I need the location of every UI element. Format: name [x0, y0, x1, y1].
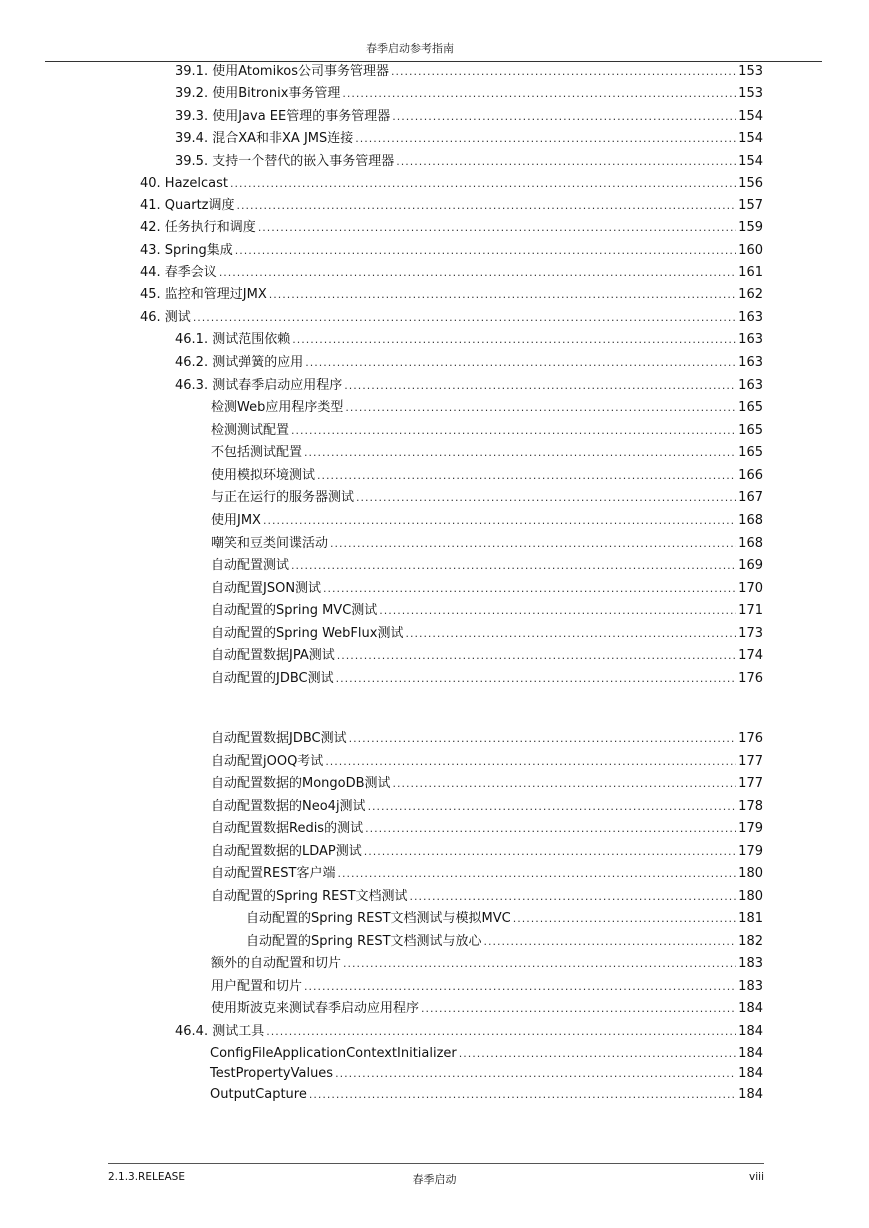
toc-entry-page: 163 [738, 378, 763, 393]
toc-entry[interactable] [140, 175, 763, 193]
toc-entry[interactable] [211, 399, 763, 417]
toc-leader [237, 197, 737, 215]
toc-entry-page: 169 [738, 558, 763, 573]
toc-leader [317, 467, 736, 485]
toc-entry-page: 184 [738, 1024, 763, 1039]
toc-entry[interactable] [246, 910, 763, 928]
toc-entry-page: 162 [738, 287, 763, 302]
toc-entry-label: 使用JMX [211, 513, 261, 528]
toc-entry-label: 使用斯波克来测试春季启动应用程序 [211, 1001, 420, 1016]
toc-entry-page: 179 [738, 821, 763, 836]
toc-entry-page: 184 [738, 1066, 763, 1081]
toc-entry[interactable] [210, 1045, 763, 1063]
toc-entry-page: 157 [738, 198, 763, 213]
toc-entry[interactable] [175, 153, 763, 171]
toc-entry[interactable] [211, 798, 763, 816]
toc-entry-page: 163 [738, 332, 763, 347]
toc-entry-label: 自动配置的Spring MVC测试 [211, 603, 378, 618]
toc-entry-page: 176 [738, 731, 763, 746]
toc-entry[interactable] [211, 753, 763, 771]
toc-entry[interactable] [211, 422, 763, 440]
toc-leader [365, 820, 736, 838]
toc-entry[interactable] [140, 264, 763, 282]
toc-leader [235, 242, 736, 260]
toc-entry-page: 184 [738, 1001, 763, 1016]
toc-entry-label: 45. 监控和管理过JMX [140, 287, 267, 302]
toc-entry-label: 46.4. 测试工具 [175, 1024, 265, 1039]
toc-entry[interactable] [211, 775, 763, 793]
toc-entry-page: 165 [738, 445, 763, 460]
toc-leader [392, 108, 736, 126]
toc-entry[interactable] [211, 1000, 763, 1018]
toc-entry-label: 使用模拟环境测试 [211, 468, 316, 483]
toc-entry-page: 163 [738, 355, 763, 370]
toc-entry-label: ConfigFileApplicationContextInitializer [210, 1046, 457, 1061]
toc-leader [342, 85, 736, 103]
toc-leader [459, 1045, 736, 1063]
toc-entry-label: 自动配置jOOQ考试 [211, 754, 324, 769]
toc-entry-label: 42. 任务执行和调度 [140, 220, 256, 235]
toc-entry-page: 174 [738, 648, 763, 663]
toc-leader [291, 557, 736, 575]
toc-leader [325, 753, 736, 771]
toc-entry-label: TestPropertyValues [210, 1066, 334, 1081]
toc-entry[interactable] [140, 219, 763, 237]
toc-leader [193, 309, 736, 327]
toc-entry-label: 自动配置JSON测试 [211, 581, 322, 596]
toc-entry[interactable] [211, 444, 763, 462]
toc-leader [345, 399, 736, 417]
toc-entry-page: 170 [738, 581, 763, 596]
toc-entry-page: 163 [738, 310, 763, 325]
toc-entry-label: 不包括测试配置 [211, 445, 303, 460]
toc-entry[interactable] [211, 730, 763, 748]
toc-entry-page: 154 [738, 154, 763, 169]
toc-entry-page: 177 [738, 776, 763, 791]
toc-leader [379, 602, 736, 620]
toc-entry-label: 46.2. 测试弹簧的应用 [175, 355, 304, 370]
toc-leader [309, 1086, 736, 1104]
toc-entry[interactable] [211, 647, 763, 665]
toc-entry[interactable] [175, 331, 763, 349]
toc-entry-label: 39.2. 使用Bitronix事务管理 [175, 86, 341, 101]
toc-leader [484, 933, 737, 951]
toc-entry-page: 166 [738, 468, 763, 483]
toc-entry-label: 39.5. 支持一个替代的嵌入事务管理器 [175, 154, 395, 169]
toc-entry[interactable] [211, 512, 763, 530]
toc-entry-page: 179 [738, 844, 763, 859]
toc-entry-label: 自动配置数据的LDAP测试 [211, 844, 362, 859]
toc-leader [230, 175, 736, 193]
toc-entry[interactable] [211, 670, 763, 688]
toc-entry-label: 39.3. 使用Java EE管理的事务管理器 [175, 109, 391, 124]
toc-entry[interactable] [175, 85, 763, 103]
toc-entry[interactable] [211, 820, 763, 838]
toc-leader [421, 1000, 736, 1018]
toc-entry-label: 自动配置测试 [211, 558, 290, 573]
toc-leader [337, 865, 736, 883]
toc-entry-label: 39.4. 混合XA和非XA JMS连接 [175, 131, 354, 146]
toc-entry[interactable] [211, 535, 763, 553]
toc-entry-page: 167 [738, 490, 763, 505]
toc-entry-label: 自动配置数据的Neo4j测试 [211, 799, 366, 814]
toc-entry-page: 168 [738, 513, 763, 528]
toc-entry[interactable] [175, 377, 763, 395]
toc-entry-label: 自动配置的Spring WebFlux测试 [211, 626, 404, 641]
toc-leader [337, 647, 736, 665]
toc-entry-page: 181 [738, 911, 763, 926]
toc-entry[interactable] [211, 625, 763, 643]
toc-entry[interactable] [211, 843, 763, 861]
toc-leader [292, 331, 736, 349]
toc-leader [269, 286, 736, 304]
toc-leader [291, 422, 736, 440]
toc-entry[interactable] [211, 557, 763, 575]
toc-entry-label: 自动配置数据JDBC测试 [211, 731, 347, 746]
toc-entry-page: 161 [738, 265, 763, 280]
toc-entry-label: 40. Hazelcast [140, 176, 228, 191]
toc-leader [263, 512, 736, 530]
footer-page-number: viii [749, 1171, 764, 1183]
toc-entry-label: 自动配置REST客户端 [211, 866, 336, 881]
toc-entry[interactable] [211, 467, 763, 485]
toc-entry-label: 自动配置的Spring REST文档测试与放心 [246, 934, 482, 949]
toc-entry-label: 46.3. 测试春季启动应用程序 [175, 378, 343, 393]
toc-entry[interactable] [210, 1065, 763, 1083]
toc-entry[interactable] [175, 130, 763, 148]
toc-leader [355, 130, 736, 148]
toc-entry-page: 165 [738, 400, 763, 415]
toc-entry-label: 自动配置的Spring REST文档测试与模拟MVC [246, 911, 511, 926]
toc-leader [349, 730, 737, 748]
toc-entry-page: 176 [738, 671, 763, 686]
toc-entry[interactable] [175, 354, 763, 372]
header-title: 春季启动参考指南 [366, 42, 454, 55]
toc-leader [335, 1065, 736, 1083]
toc-entry-label: OutputCapture [210, 1087, 307, 1102]
toc-leader [258, 219, 736, 237]
toc-entry[interactable] [140, 286, 763, 304]
toc-entry[interactable] [140, 309, 763, 327]
toc-entry-page: 156 [738, 176, 763, 191]
toc-entry[interactable] [246, 933, 763, 951]
toc-leader [396, 153, 736, 171]
toc-entry[interactable] [140, 242, 763, 260]
toc-entry-page: 184 [738, 1046, 763, 1061]
toc-entry-page: 165 [738, 423, 763, 438]
toc-leader [391, 63, 736, 81]
footer-version: 2.1.3.RELEASE [108, 1171, 185, 1183]
toc-entry[interactable] [175, 108, 763, 126]
toc-entry-label: 额外的自动配置和切片 [211, 956, 342, 971]
toc-leader [336, 670, 737, 688]
toc-entry-page: 182 [738, 934, 763, 949]
toc-entry-page: 183 [738, 956, 763, 971]
toc-leader [513, 910, 736, 928]
toc-entry-page: 159 [738, 220, 763, 235]
toc-leader [304, 444, 736, 462]
toc-entry-label: 自动配置数据JPA测试 [211, 648, 335, 663]
toc-leader [266, 1023, 736, 1041]
toc-entry-page: 171 [738, 603, 763, 618]
toc-entry[interactable] [211, 580, 763, 598]
toc-entry[interactable] [140, 197, 763, 215]
toc-leader [330, 535, 736, 553]
toc-entry[interactable] [211, 955, 763, 973]
toc-leader [343, 955, 736, 973]
toc-entry[interactable] [211, 888, 763, 906]
toc-entry[interactable] [175, 1023, 763, 1041]
toc-entry-label: 46. 测试 [140, 310, 191, 325]
toc-entry-label: 41. Quartz调度 [140, 198, 235, 213]
toc-entry-label: 44. 春季会议 [140, 265, 217, 280]
toc-entry-page: 154 [738, 109, 763, 124]
toc-entry-page: 180 [738, 866, 763, 881]
toc-leader [219, 264, 736, 282]
toc-entry-label: 自动配置数据的MongoDB测试 [211, 776, 391, 791]
toc-entry-page: 173 [738, 626, 763, 641]
footer-divider [108, 1163, 764, 1164]
toc-entry-page: 154 [738, 131, 763, 146]
toc-entry-label: 检测测试配置 [211, 423, 290, 438]
toc-entry-label: 自动配置的Spring REST文档测试 [211, 889, 408, 904]
toc-entry-label: 43. Spring集成 [140, 243, 233, 258]
toc-leader [344, 377, 736, 395]
toc-entry-page: 160 [738, 243, 763, 258]
toc-entry-label: 39.1. 使用Atomikos公司事务管理器 [175, 64, 389, 79]
toc-entry-label: 检测Web应用程序类型 [211, 400, 344, 415]
toc-entry-label: 用户配置和切片 [211, 979, 303, 994]
toc-entry-label: 自动配置数据Redis的测试 [211, 821, 364, 836]
toc-entry-page: 177 [738, 754, 763, 769]
footer-title: 春季启动 [412, 1173, 457, 1186]
toc-leader [410, 888, 737, 906]
toc-entry[interactable] [211, 489, 763, 507]
toc-leader [405, 625, 736, 643]
toc-entry-label: 与正在运行的服务器测试 [211, 490, 355, 505]
toc-entry[interactable] [175, 63, 763, 81]
toc-entry-page: 180 [738, 889, 763, 904]
toc-entry[interactable] [211, 978, 763, 996]
toc-leader [393, 775, 737, 793]
toc-entry-label: 嘲笑和豆类间谍活动 [211, 536, 329, 551]
toc-entry-label: 自动配置的JDBC测试 [211, 671, 334, 686]
toc-entry[interactable] [210, 1086, 763, 1104]
toc-entry-label: 46.1. 测试范围依赖 [175, 332, 291, 347]
header-divider [45, 61, 822, 62]
toc-entry-page: 153 [738, 86, 763, 101]
toc-entry-page: 168 [738, 536, 763, 551]
toc-leader [364, 843, 736, 861]
toc-entry-page: 183 [738, 979, 763, 994]
toc-leader [368, 798, 737, 816]
toc-entry[interactable] [211, 602, 763, 620]
toc-leader [323, 580, 736, 598]
toc-leader [304, 978, 736, 996]
toc-entry-page: 178 [738, 799, 763, 814]
toc-entry[interactable] [211, 865, 763, 883]
toc-entry-page: 153 [738, 64, 763, 79]
toc-leader [356, 489, 736, 507]
toc-entry-page: 184 [738, 1087, 763, 1102]
toc-leader [305, 354, 736, 372]
